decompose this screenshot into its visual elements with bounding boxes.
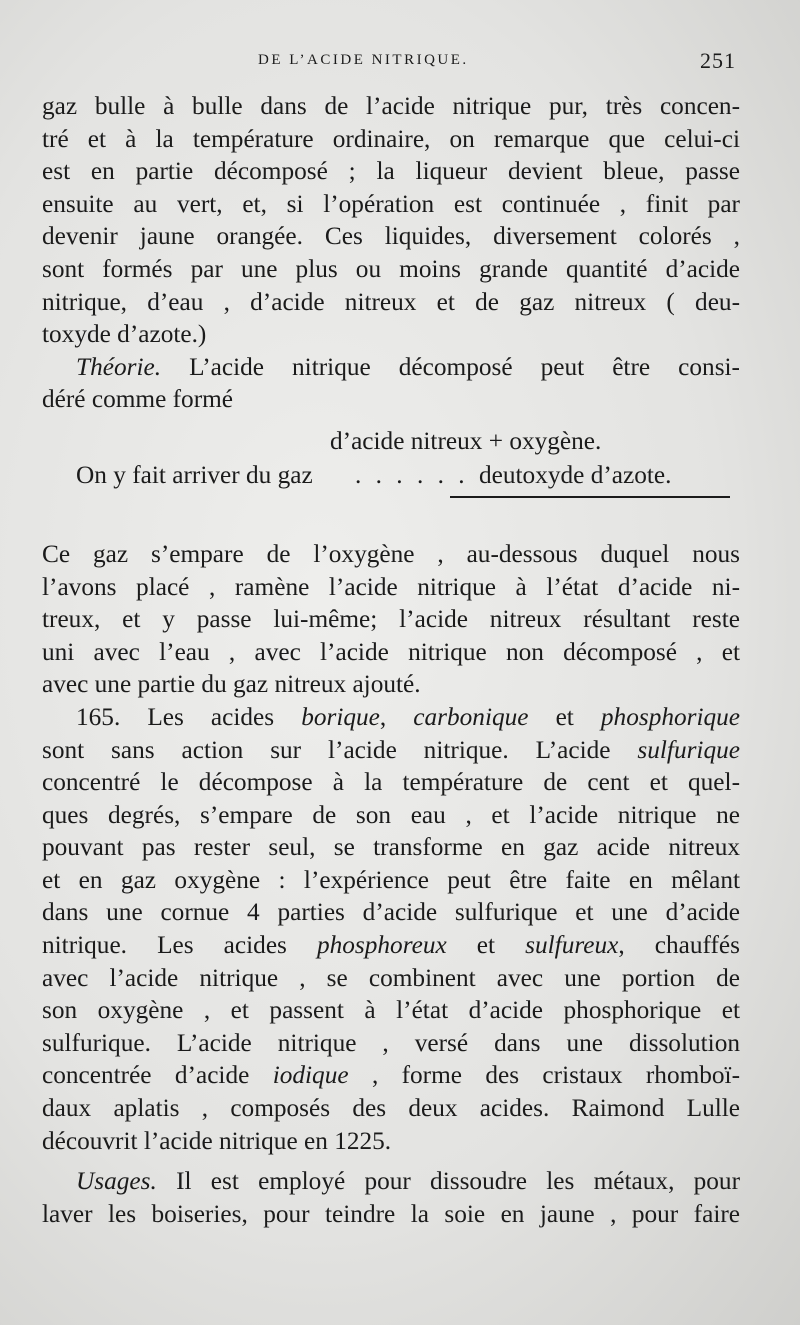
text-line: treux, et y passe lui-même; l’acide nitreux résultant reste xyxy=(42,605,740,634)
text-line: ensuite au vert, et, si l’opération est continuée , finit par xyxy=(42,189,740,218)
text-line: déré comme formé xyxy=(42,385,234,414)
spacer xyxy=(42,1157,740,1165)
text-line: et en gaz oxygène : l’expérience peut être faite en mêlant xyxy=(42,865,740,894)
text-line: est en partie décomposé ; la liqueur devient bleue, passe xyxy=(42,157,740,186)
text-line: sont formés par une plus ou moins grande quantité d’acide xyxy=(42,254,740,283)
reaction-added-gas-name: deutoxyde d’azote. xyxy=(479,460,672,489)
section-165 xyxy=(42,701,740,1157)
text-line: concentré le décompose à la température de cent et quel- xyxy=(42,768,740,797)
page-header xyxy=(40,48,740,78)
paragraph-explanation xyxy=(42,538,740,701)
text-line: nitrique. Les acides phosphoreux et sulfureux, chauffés xyxy=(42,931,740,960)
text-line: gaz bulle à bulle dans de l’acide nitrique pur, très concen- xyxy=(42,92,740,120)
text-line: avec l’acide nitrique , se combinent avec une portion de xyxy=(42,963,740,992)
text-line: son oxygène , et passent à l’état d’acide phosphorique et xyxy=(42,996,740,1025)
text-line: Usages. Il est employé pour dissoudre les métaux, pour xyxy=(76,1167,741,1196)
text-line: concentrée d’acide iodique , forme des cristaux rhomboï- xyxy=(42,1061,741,1090)
text-line: toxyde d’azote.) xyxy=(42,320,207,349)
text-line: ques degrés, s’empare de son eau , et l’acide nitrique ne xyxy=(42,800,740,829)
text-line: devenir jaune orangée. Ces liquides, diversement colorés , xyxy=(42,222,740,251)
spacer xyxy=(42,416,740,424)
page-body xyxy=(42,90,740,1230)
text-line: laver les boiseries, pour teindre la soie en jaune , pour faire xyxy=(42,1199,740,1228)
reaction-top-row xyxy=(42,424,740,458)
theorie-text: L’acide nitrique décomposé peut être consi- xyxy=(189,352,740,381)
usages-label: Usages. xyxy=(76,1167,157,1196)
theorie-label: Théorie. xyxy=(76,352,162,381)
text-line: dans une cornue 4 parties d’acide sulfurique et une d’acide xyxy=(42,898,740,927)
text-line: daux aplatis , composés des deux acides. Raimond Lulle xyxy=(42,1094,740,1123)
page-number: 251 xyxy=(700,48,736,73)
text-line: uni avec l’eau , avec l’acide nitrique non décomposé , et xyxy=(42,637,740,666)
section-number: 165. xyxy=(76,702,121,731)
text-line: sont sans action sur l’acide nitrique. L’acide sulfurique xyxy=(42,735,740,764)
text-line: avec une partie du gaz nitreux ajouté. xyxy=(42,670,421,699)
reaction-rule xyxy=(450,496,730,498)
running-title: DE L’ACIDE NITRIQUE. xyxy=(258,52,469,68)
paragraph-continuation xyxy=(42,90,740,351)
text-line: découvrit l’acide nitrique en 1225. xyxy=(42,1126,392,1155)
theorie-paragraph xyxy=(42,351,740,416)
text-line: Ce gaz s’empare de l’oxygène , au-dessous duquel nous xyxy=(42,539,740,568)
reaction-bottom-row xyxy=(42,458,740,492)
leader-dots: . . . . . . xyxy=(355,460,469,489)
reaction-scheme xyxy=(42,424,740,492)
text-line: nitrique, d’eau , d’acide nitreux et de gaz nitreux ( deu- xyxy=(42,287,740,316)
reaction-added-gas-text: On y fait arriver du gaz xyxy=(76,460,313,489)
text-line: pouvant pas rester seul, se transforme en gaz acide nitreux xyxy=(42,833,740,862)
text-line: l’avons placé , ramène l’acide nitrique à l’état d’acide ni- xyxy=(42,572,740,601)
text-line: sulfurique. L’acide nitrique , versé dans une dissolution xyxy=(42,1028,740,1057)
spacer xyxy=(42,492,740,538)
usages-paragraph xyxy=(42,1165,740,1230)
reaction-components: d’acide nitreux + oxygène. xyxy=(330,426,602,455)
text-line: tré et à la température ordinaire, on remarque que celui-ci xyxy=(42,124,740,153)
text-line: 165. Les acides borique, carbonique et phosphorique xyxy=(76,702,741,731)
text-line xyxy=(42,351,740,384)
